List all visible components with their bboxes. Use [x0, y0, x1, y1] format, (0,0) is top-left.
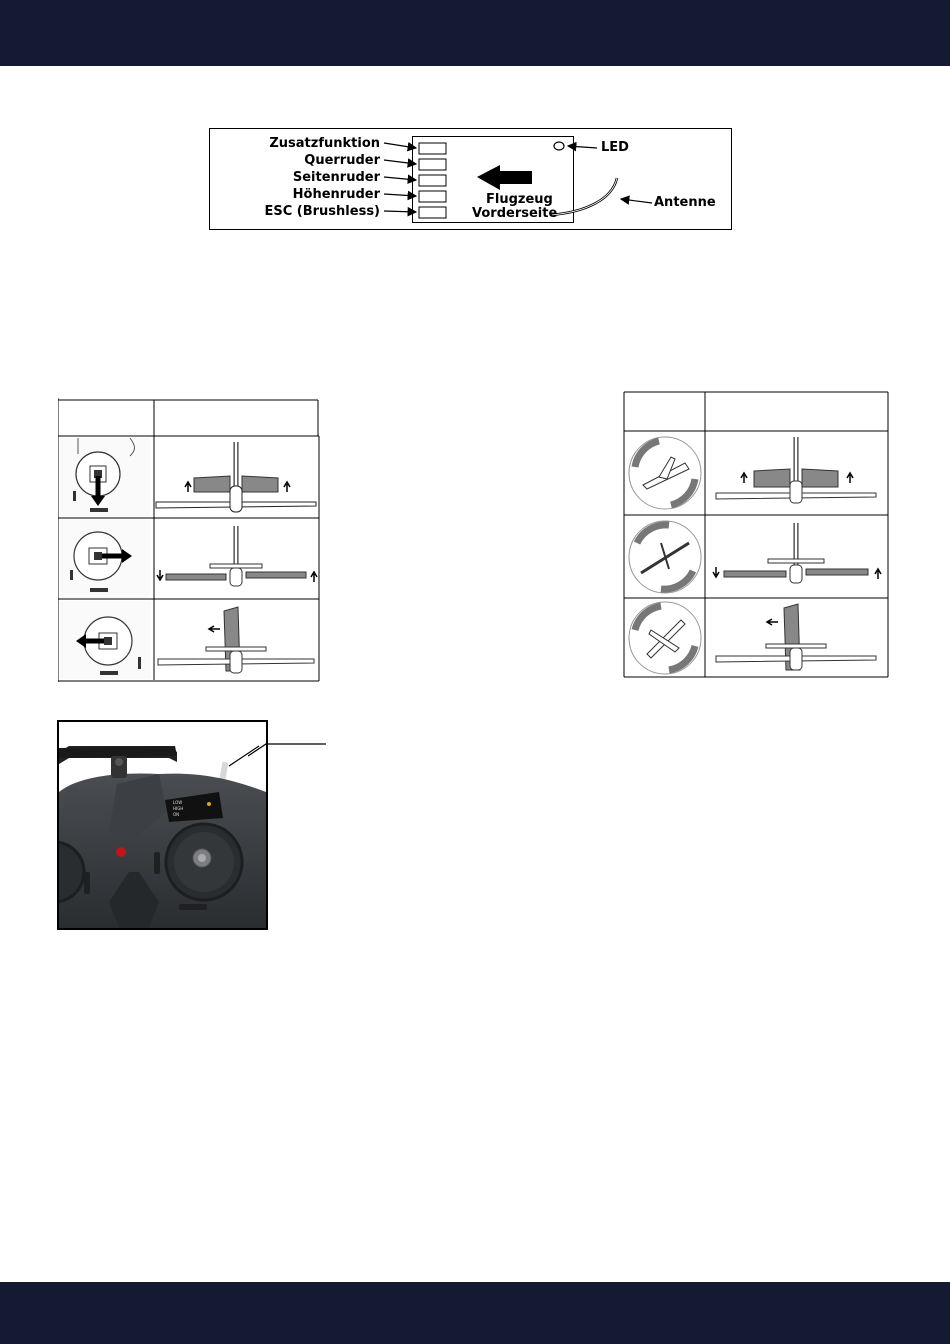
stick-illustration-aileron	[60, 520, 150, 598]
pitch-rotation-icon	[629, 437, 701, 509]
lcd-line-low: LOW	[173, 800, 183, 805]
label-flugzeug: Flugzeug	[486, 192, 553, 207]
label-led: LED	[601, 140, 629, 155]
lcd-line-high: HIGH	[173, 806, 184, 811]
front-direction-arrow	[477, 165, 532, 190]
channel-pin	[419, 207, 446, 218]
elevator-illustration	[156, 442, 316, 512]
led-indicator	[554, 142, 564, 150]
label-hoehenruder: Höhenruder	[292, 187, 380, 202]
footer-band	[0, 1282, 950, 1344]
pitch-surface-illustration	[716, 437, 876, 503]
stick-illustration-rudder	[60, 601, 150, 679]
label-vorderseite: Vorderseite	[472, 206, 558, 221]
transmitter-illustration	[59, 722, 266, 928]
roll-rotation-icon	[629, 521, 701, 593]
stick-control-table	[58, 398, 320, 682]
flight-reaction-table	[623, 391, 889, 679]
transmitter-photo	[57, 720, 268, 930]
label-seitenruder: Seitenruder	[292, 170, 380, 185]
channel-pin	[419, 159, 446, 170]
label-antenne: Antenne	[654, 195, 716, 210]
yaw-surface-illustration	[716, 604, 876, 670]
channel-pin	[419, 175, 446, 186]
stick-illustration-elevator	[60, 438, 150, 516]
channel-pin	[419, 143, 446, 154]
label-querruder: Querruder	[304, 153, 380, 168]
rudder-illustration	[158, 607, 314, 673]
aileron-illustration	[157, 526, 317, 586]
label-zusatzfunktion: Zusatzfunktion	[269, 136, 380, 151]
lcd-line-on: ON	[173, 812, 180, 817]
antenna-pointer-line	[248, 738, 328, 758]
label-esc: ESC (Brushless)	[264, 204, 380, 219]
yaw-rotation-icon	[629, 602, 701, 674]
antenna-wire	[551, 178, 617, 215]
transmitter-led	[116, 847, 126, 857]
roll-surface-illustration	[713, 523, 881, 583]
receiver-diagram-graphics	[0, 0, 950, 260]
channel-pin	[419, 191, 446, 202]
